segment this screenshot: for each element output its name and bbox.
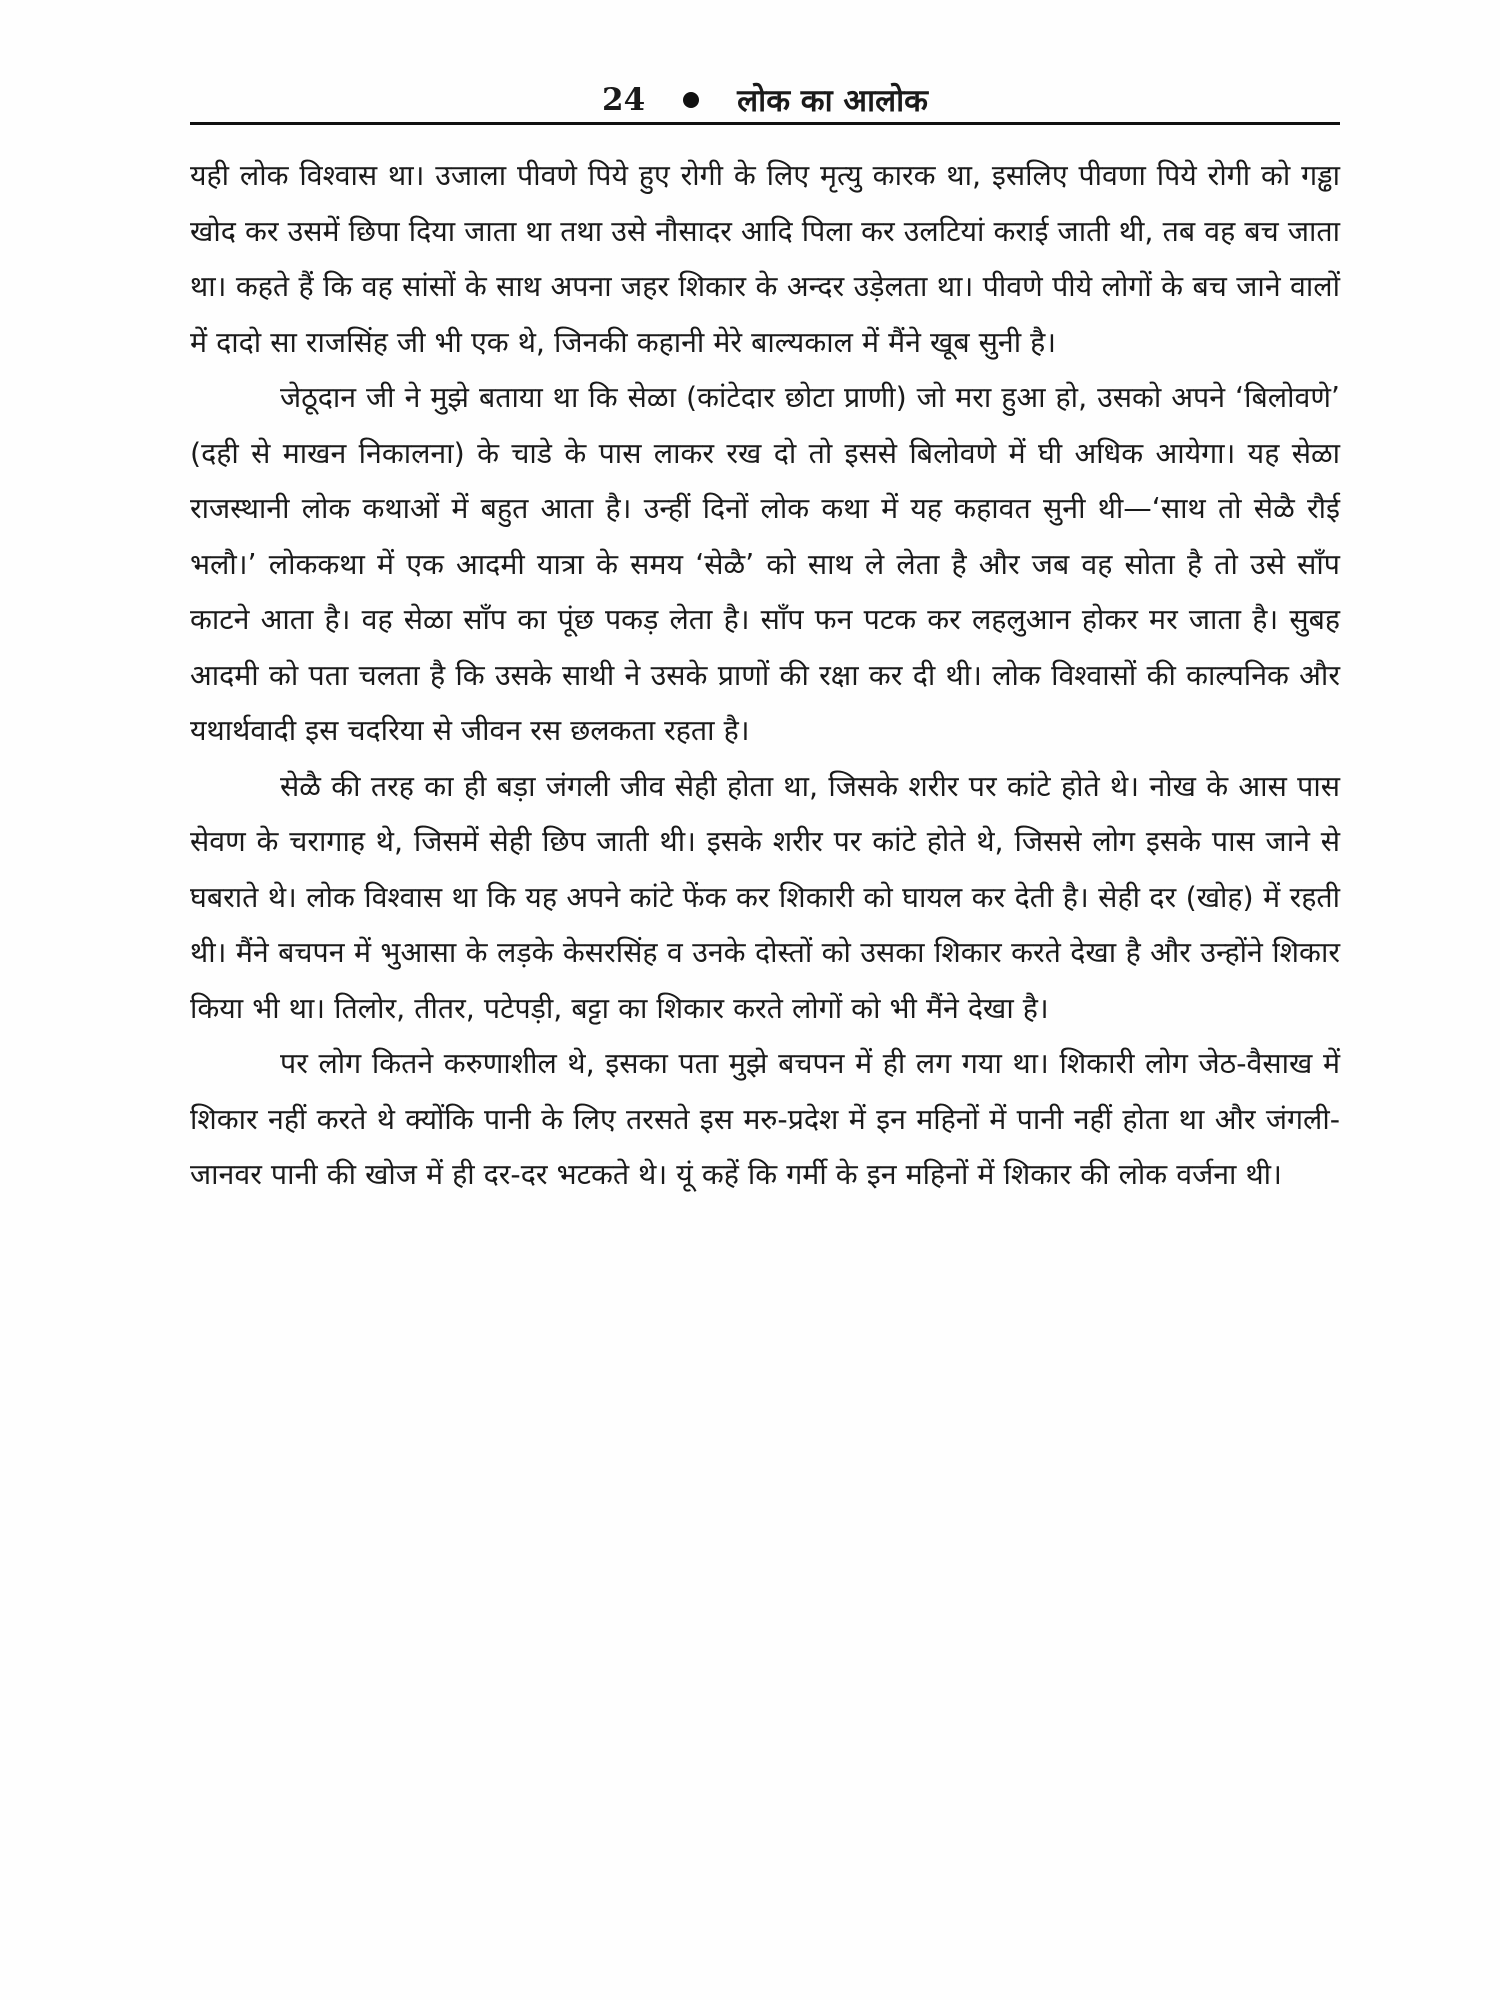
body-text <box>190 148 1340 1203</box>
running-title: लोक का आलोक <box>737 83 928 119</box>
paragraph-4: पर लोग कितने करुणाशील थे, इसका पता मुझे बचपन में ही लग गया था। शिकारी लोग जेठ-वैसाख में शिकार नहीं करते थे क्योंकि पानी के लिए तरसते इस मरु-प्रदेश में इन महिनों में पानी नहीं होता था और जंगली-जानवर पानी की खोज में ही दर-दर भटकते थे। यूं कहें कि गर्मी के इन महिनों में शिकार की लोक वर्जना थी। <box>190 1047 1340 1191</box>
page-header <box>190 70 1340 130</box>
header-rule <box>190 122 1340 125</box>
paragraph-1: यही लोक विश्वास था। उजाला पीवणे पिये हुए रोगी के लिए मृत्यु कारक था, इसलिए पीवणा पिये रोगी को गड्ढा खोद कर उसमें छिपा दिया जाता था तथा उसे नौसादर आदि पिला कर उलटियां कराई जाती थी, तब वह बच जाता था। कहते हैं कि वह सांसों के साथ अपना जहर शिकार के अन्दर उड़ेलता था। पीवणे पीये लोगों के बच जाने वालों में दादो सा राजसिंह जी भी एक थे, जिनकी कहानी मेरे बाल्यकाल में मैंने खूब सुनी है। <box>190 159 1340 359</box>
header-bullet-icon <box>683 92 699 108</box>
paragraph-3: सेळै की तरह का ही बड़ा जंगली जीव सेही होता था, जिसके शरीर पर कांटे होते थे। नोख के आस पास सेवण के चरागाह थे, जिसमें सेही छिप जाती थी। इसके शरीर पर कांटे होते थे, जिससे लोग इसके पास जाने से घबराते थे। लोक विश्वास था कि यह अपने कांटे फेंक कर शिकारी को घायल कर देती है। सेही दर (खोह) में रहती थी। मैंने बचपन में भुआसा के लड़के केसरसिंह व उनके दोस्तों को उसका शिकार करते देखा है और उन्होंने शिकार किया भी था। तिलोर, तीतर, पटेपड़ी, बट्टा का शिकार करते लोगों को भी मैंने देखा है। <box>190 769 1340 1025</box>
page-number: 24 <box>602 82 646 118</box>
paragraph-2: जेठूदान जी ने मुझे बताया था कि सेळा (कांटेदार छोटा प्राणी) जो मरा हुआ हो, उसको अपने ‘बिलोवणे’ (दही से माखन निकालना) के चाडे के पास लाकर रख दो तो इससे बिलोवणे में घी अधिक आयेगा। यह सेळा राजस्थानी लोक कथाओं में बहुत आता है। उन्हीं दिनों लोक कथा में यह कहावत सुनी थी—‘साथ तो सेळै रौई भलौ।’ लोककथा में एक आदमी यात्रा के समय ‘सेळै’ को साथ ले लेता है और जब वह सोता है तो उसे साँप काटने आता है। वह सेळा साँप का पूंछ पकड़ लेता है। साँप फन पटक कर लहलुआन होकर मर जाता है। सुबह आदमी को पता चलता है कि उसके साथी ने उसके प्राणों की रक्षा कर दी थी। लोक विश्वासों की काल्पनिक और यथार्थवादी इस चदरिया से जीवन रस छलकता रहता है। <box>190 381 1340 747</box>
